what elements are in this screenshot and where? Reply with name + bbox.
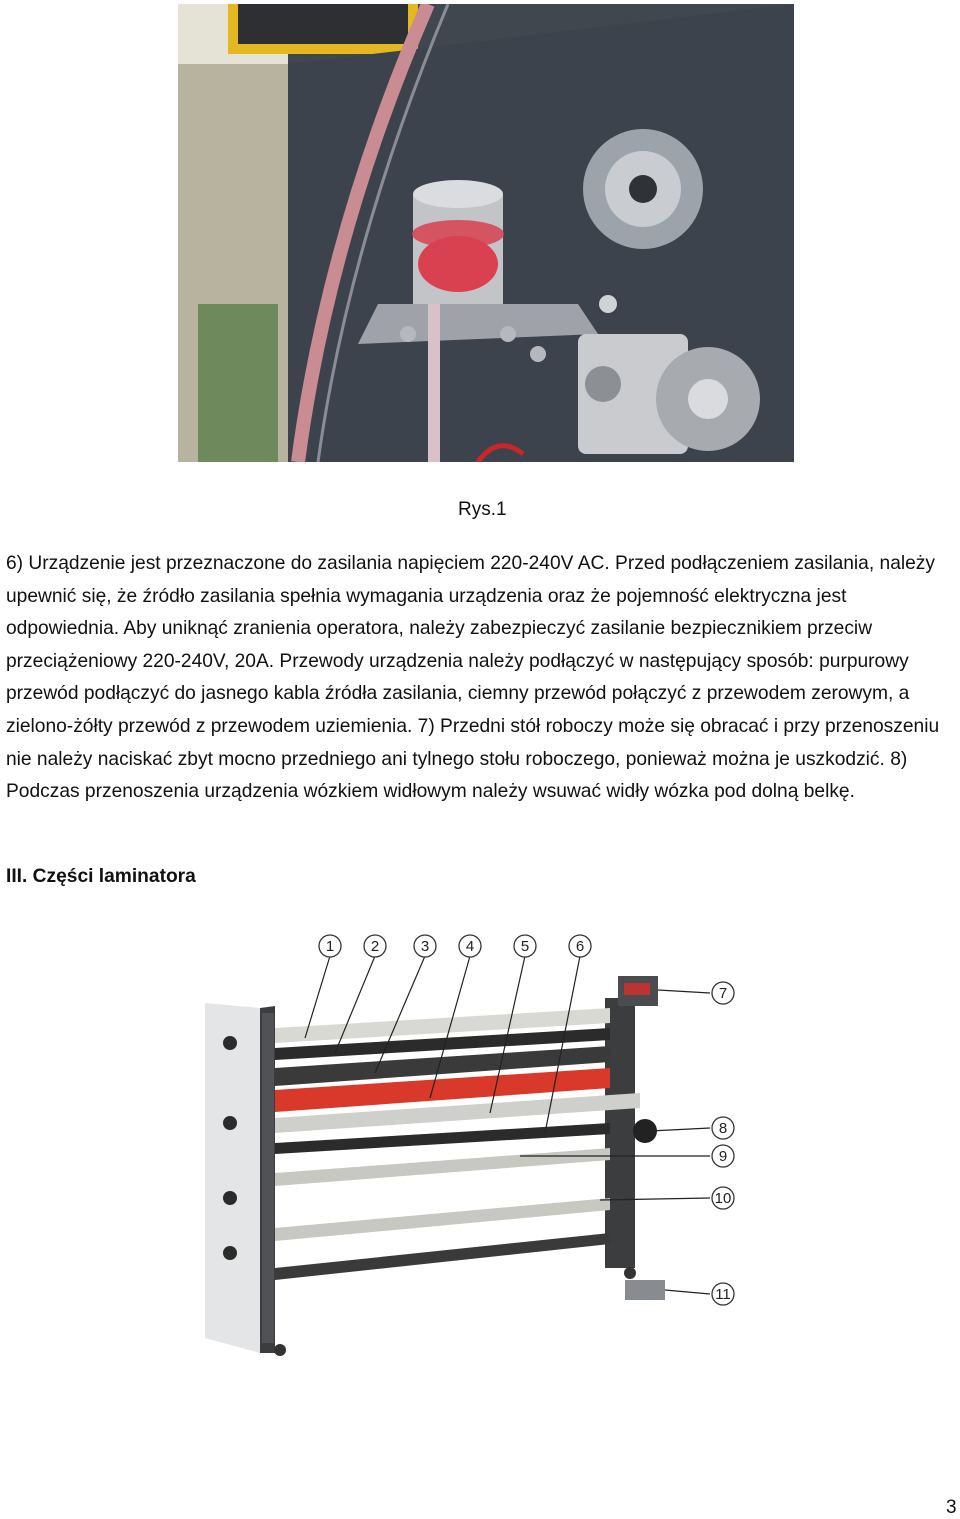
section-heading: III. Części laminatora — [6, 866, 196, 887]
callout-11: 11 — [715, 1286, 731, 1303]
page-number: 3 — [946, 1497, 957, 1518]
callout-4: 4 — [465, 938, 475, 955]
callout-3: 3 — [420, 938, 430, 955]
callout-10: 10 — [714, 1190, 732, 1207]
callout-6: 6 — [575, 938, 585, 955]
instructions-paragraph: 6) Urządzenie jest przeznaczone do zasilania napięciem 220-240V AC. Przed podłączeniem zasilania, należy upewnić się, że źródło zasilania spełnia wymagania urządzenia oraz że pojemność elektryczna jest odpowiednia. Aby uniknąć zranienia operatora, należy zabezpieczyć zasilanie bezpiecznikiem przeciw przeciążeniowy 220-240V, 20A. Przewody urządzenia należy podłączyć w następujący sposób: purpurowy przewód podłączyć do jasnego kabla źródła zasilania, ciemny przewód połączyć z przewodem zerowym, a zielono-żółty przewód z przewodem uziemienia. 7) Przedni stół roboczy może się obracać i przy przenoszeniu nie należy naciskać zbyt mocno przedniego ani tylnego stołu roboczego, ponieważ można je uszkodzić. 8) Podczas przenoszenia urządzenia wózkiem widłowym należy wsuwać widły wózka pod dolną belkę. — [6, 553, 940, 803]
mechanism-photo — [178, 4, 794, 462]
figure-caption: Rys.1 — [458, 499, 507, 520]
callout-5: 5 — [520, 938, 530, 955]
callout-7: 7 — [718, 985, 728, 1002]
callout-8: 8 — [718, 1120, 728, 1137]
callout-2: 2 — [370, 938, 380, 955]
callout-9: 9 — [718, 1148, 728, 1165]
callout-1: 1 — [325, 938, 335, 955]
laminator-diagram — [200, 928, 760, 1363]
